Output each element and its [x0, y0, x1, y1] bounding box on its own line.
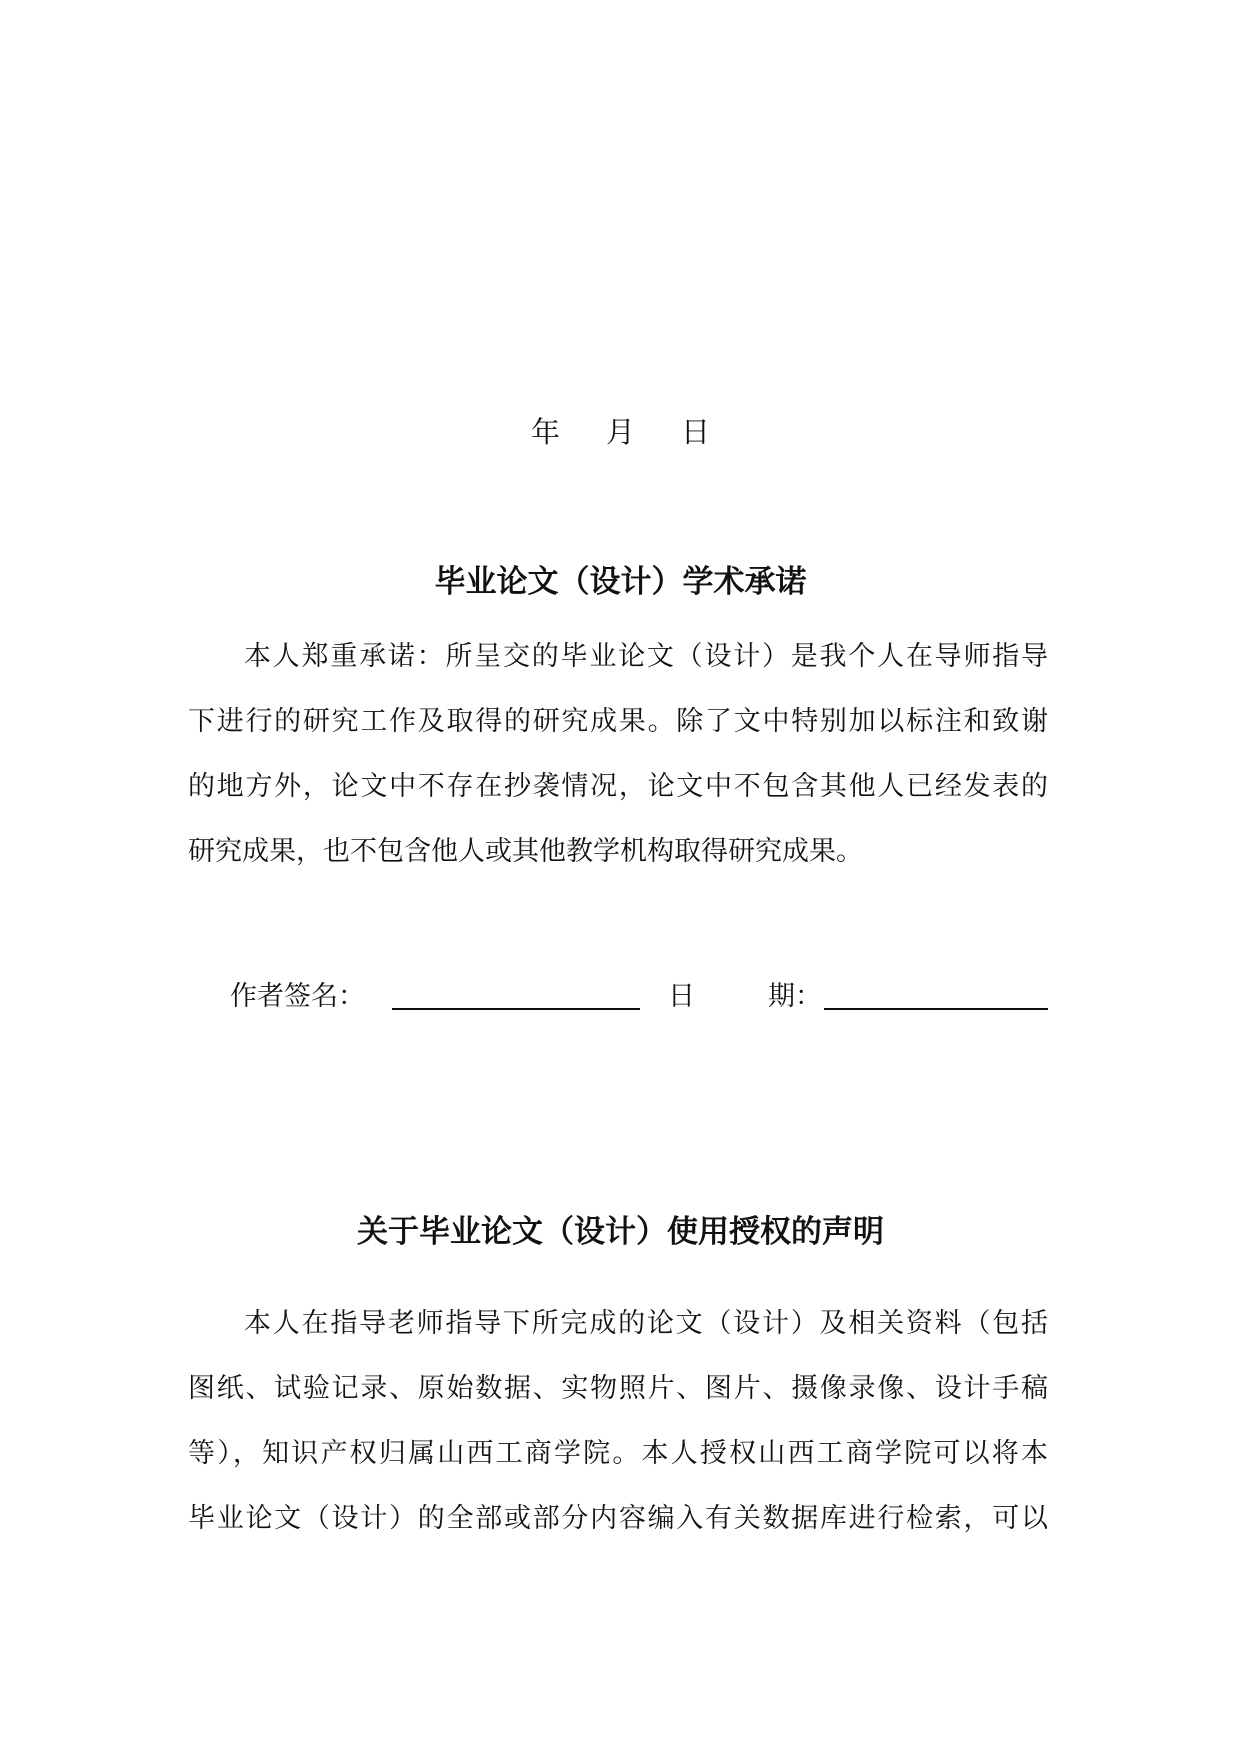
commitment-title: 毕业论文（设计）学术承诺: [434, 564, 807, 600]
authorization-line-2: 图纸、试验记录、原始数据、实物照片、图片、摄像录像、设计手稿: [188, 1373, 1048, 1404]
month-label: 月: [605, 415, 635, 449]
authorization-line-4: 毕业论文（设计）的全部或部分内容编入有关数据库进行检索，可以: [188, 1503, 1048, 1534]
date-field[interactable]: [824, 1008, 1048, 1010]
authorization-line-3: 等），知识产权归属山西工商学院。本人授权山西工商学院可以将本: [188, 1438, 1048, 1469]
commitment-line-4: 研究成果，也不包含他人或其他教学机构取得研究成果。: [188, 836, 863, 867]
commitment-line-1: 本人郑重承诺：所呈交的毕业论文（设计）是我个人在导师指导: [244, 641, 1048, 672]
author-signature-field[interactable]: [392, 1008, 640, 1010]
year-label: 年: [530, 415, 560, 449]
commitment-paragraph: [188, 624, 1048, 884]
authorization-paragraph: [188, 1291, 1048, 1551]
date-line: [0, 410, 1241, 451]
commitment-line-2: 下进行的研究工作及取得的研究成果。除了文中特别加以标注和致谢: [188, 706, 1048, 737]
authorization-line-1: 本人在指导老师指导下所完成的论文（设计）及相关资料（包括: [244, 1308, 1048, 1339]
authorization-title: 关于毕业论文（设计）使用授权的声明: [357, 1214, 884, 1250]
author-signature-label: 作者签名：: [230, 981, 365, 1012]
day-label: 日: [681, 415, 711, 449]
signature-row: [230, 974, 1050, 1014]
commitment-line-3: 的地方外，论文中不存在抄袭情况，论文中不包含其他人已经发表的: [188, 771, 1048, 802]
date-label-period: 期：: [768, 981, 822, 1012]
date-label-day: 日: [668, 981, 695, 1012]
